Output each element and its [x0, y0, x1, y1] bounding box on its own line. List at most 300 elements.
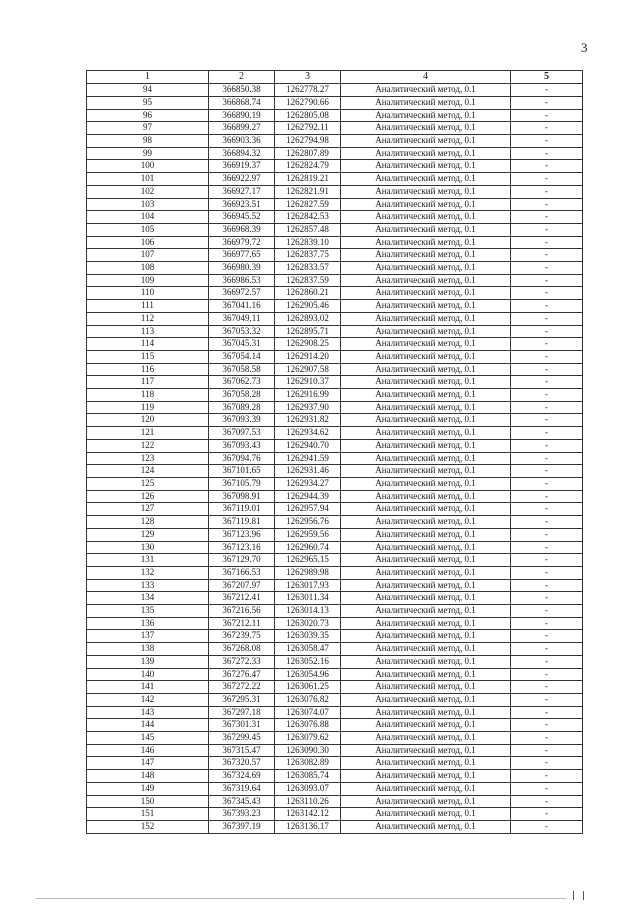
- table-row: [87, 478, 583, 491]
- cell-method: Аналитический метод, 0.1: [341, 427, 511, 440]
- table-row: [87, 732, 583, 745]
- table-row: [87, 516, 583, 529]
- cell-number: 104: [87, 211, 209, 224]
- cell-number: 126: [87, 490, 209, 503]
- cell-method: Аналитический метод, 0.1: [341, 808, 511, 821]
- cell-y: 1262940.70: [275, 439, 341, 452]
- cell-y: 1262907.58: [275, 363, 341, 376]
- cell-method: Аналитический метод, 0.1: [341, 643, 511, 656]
- cell-x: 367239.75: [209, 630, 275, 643]
- cell-method: Аналитический метод, 0.1: [341, 211, 511, 224]
- cell-number: 115: [87, 350, 209, 363]
- cell-description: -: [511, 681, 583, 694]
- cell-x: 366868.74: [209, 96, 275, 109]
- cell-y: 1262944.39: [275, 490, 341, 503]
- cell-method: Аналитический метод, 0.1: [341, 249, 511, 262]
- cell-method: Аналитический метод, 0.1: [341, 820, 511, 833]
- cell-method: Аналитический метод, 0.1: [341, 122, 511, 135]
- cell-number: 112: [87, 312, 209, 325]
- table-row: [87, 338, 583, 351]
- cell-y: 1262941.59: [275, 452, 341, 465]
- cell-y: 1262959.56: [275, 528, 341, 541]
- table-row: [87, 223, 583, 236]
- table-row: [87, 795, 583, 808]
- table-row: [87, 84, 583, 97]
- cell-x: 367094.76: [209, 452, 275, 465]
- cell-x: 367212.11: [209, 617, 275, 630]
- cell-number: 149: [87, 782, 209, 795]
- cell-number: 138: [87, 643, 209, 656]
- cell-description: -: [511, 427, 583, 440]
- table-row: [87, 96, 583, 109]
- cell-number: 103: [87, 198, 209, 211]
- cell-number: 98: [87, 135, 209, 148]
- cell-description: -: [511, 439, 583, 452]
- table-row: [87, 744, 583, 757]
- table-row: [87, 262, 583, 275]
- cell-x: 366977.65: [209, 249, 275, 262]
- table-row: [87, 706, 583, 719]
- table-row: [87, 579, 583, 592]
- cell-description: -: [511, 185, 583, 198]
- cell-method: Аналитический метод, 0.1: [341, 744, 511, 757]
- cell-number: 97: [87, 122, 209, 135]
- table-row: [87, 427, 583, 440]
- cell-description: -: [511, 363, 583, 376]
- cell-y: 1263074.07: [275, 706, 341, 719]
- cell-method: Аналитический метод, 0.1: [341, 84, 511, 97]
- cell-description: -: [511, 719, 583, 732]
- cell-method: Аналитический метод, 0.1: [341, 363, 511, 376]
- cell-method: Аналитический метод, 0.1: [341, 770, 511, 783]
- column-header-number: 1: [87, 71, 209, 84]
- cell-y: 1262860.21: [275, 287, 341, 300]
- cell-x: 367319.64: [209, 782, 275, 795]
- cell-method: Аналитический метод, 0.1: [341, 173, 511, 186]
- cell-number: 144: [87, 719, 209, 732]
- cell-x: 367299.45: [209, 732, 275, 745]
- cell-description: -: [511, 211, 583, 224]
- cell-method: Аналитический метод, 0.1: [341, 312, 511, 325]
- cell-number: 109: [87, 274, 209, 287]
- table-header-row: [87, 71, 583, 84]
- cell-x: 367207.97: [209, 579, 275, 592]
- footer-rule: [36, 898, 566, 899]
- cell-y: 1262819.21: [275, 173, 341, 186]
- cell-y: 1262824.79: [275, 160, 341, 173]
- cell-description: -: [511, 84, 583, 97]
- cell-y: 1263082.89: [275, 757, 341, 770]
- cell-description: -: [511, 312, 583, 325]
- cell-description: -: [511, 706, 583, 719]
- cell-y: 1262910.37: [275, 376, 341, 389]
- cell-number: 146: [87, 744, 209, 757]
- cell-y: 1262937.90: [275, 401, 341, 414]
- cell-y: 1262839.10: [275, 236, 341, 249]
- table-row: [87, 655, 583, 668]
- table-row: [87, 376, 583, 389]
- table-row: [87, 249, 583, 262]
- cell-y: 1262914.20: [275, 350, 341, 363]
- table-row: [87, 566, 583, 579]
- cell-x: 366945.52: [209, 211, 275, 224]
- cell-method: Аналитический метод, 0.1: [341, 274, 511, 287]
- cell-x: 367119.81: [209, 516, 275, 529]
- cell-number: 105: [87, 223, 209, 236]
- cell-y: 1263052.16: [275, 655, 341, 668]
- cell-method: Аналитический метод, 0.1: [341, 109, 511, 122]
- table-row: [87, 147, 583, 160]
- cell-y: 1262842.53: [275, 211, 341, 224]
- column-header-x: 2: [209, 71, 275, 84]
- cell-x: 367295.31: [209, 693, 275, 706]
- cell-method: Аналитический метод, 0.1: [341, 223, 511, 236]
- cell-number: 150: [87, 795, 209, 808]
- cell-y: 1263090.30: [275, 744, 341, 757]
- cell-x: 366968.39: [209, 223, 275, 236]
- cell-number: 139: [87, 655, 209, 668]
- cell-x: 366899.27: [209, 122, 275, 135]
- cell-number: 108: [87, 262, 209, 275]
- cell-y: 1263017.93: [275, 579, 341, 592]
- cell-description: -: [511, 414, 583, 427]
- cell-number: 116: [87, 363, 209, 376]
- cell-description: -: [511, 808, 583, 821]
- cell-number: 151: [87, 808, 209, 821]
- cell-x: 366922.97: [209, 173, 275, 186]
- cell-description: -: [511, 566, 583, 579]
- cell-description: -: [511, 287, 583, 300]
- cell-x: 367320.57: [209, 757, 275, 770]
- cell-x: 366890.19: [209, 109, 275, 122]
- cell-number: 113: [87, 325, 209, 338]
- cell-number: 119: [87, 401, 209, 414]
- footer-mark: [571, 891, 589, 901]
- table-row: [87, 236, 583, 249]
- cell-description: -: [511, 350, 583, 363]
- cell-number: 102: [87, 185, 209, 198]
- cell-method: Аналитический метод, 0.1: [341, 376, 511, 389]
- cell-number: 136: [87, 617, 209, 630]
- cell-x: 367345.43: [209, 795, 275, 808]
- cell-description: -: [511, 490, 583, 503]
- cell-description: -: [511, 592, 583, 605]
- table-row: [87, 452, 583, 465]
- cell-y: 1262908.25: [275, 338, 341, 351]
- cell-y: 1262821.91: [275, 185, 341, 198]
- cell-y: 1262833.57: [275, 262, 341, 275]
- cell-method: Аналитический метод, 0.1: [341, 236, 511, 249]
- cell-y: 1262827.59: [275, 198, 341, 211]
- cell-y: 1262805.08: [275, 109, 341, 122]
- cell-x: 366927.17: [209, 185, 275, 198]
- cell-y: 1263014.13: [275, 605, 341, 618]
- cell-number: 111: [87, 300, 209, 313]
- cell-y: 1263076.88: [275, 719, 341, 732]
- cell-description: -: [511, 465, 583, 478]
- cell-number: 117: [87, 376, 209, 389]
- cell-y: 1262895.71: [275, 325, 341, 338]
- cell-method: Аналитический метод, 0.1: [341, 579, 511, 592]
- cell-method: Аналитический метод, 0.1: [341, 732, 511, 745]
- cell-x: 366850.38: [209, 84, 275, 97]
- cell-x: 366894.32: [209, 147, 275, 160]
- cell-method: Аналитический метод, 0.1: [341, 693, 511, 706]
- table-row: [87, 414, 583, 427]
- table-row: [87, 274, 583, 287]
- cell-y: 1262794.98: [275, 135, 341, 148]
- cell-method: Аналитический метод, 0.1: [341, 516, 511, 529]
- cell-x: 367062.73: [209, 376, 275, 389]
- cell-description: -: [511, 135, 583, 148]
- cell-number: 118: [87, 389, 209, 402]
- cell-y: 1263061.25: [275, 681, 341, 694]
- cell-description: -: [511, 770, 583, 783]
- cell-x: 366923.51: [209, 198, 275, 211]
- cell-x: 367098.91: [209, 490, 275, 503]
- column-header-y: 3: [275, 71, 341, 84]
- cell-x: 367054.14: [209, 350, 275, 363]
- cell-y: 1262778.27: [275, 84, 341, 97]
- table-row: [87, 605, 583, 618]
- cell-number: 110: [87, 287, 209, 300]
- cell-y: 1263142.12: [275, 808, 341, 821]
- cell-method: Аналитический метод, 0.1: [341, 389, 511, 402]
- cell-x: 367089.28: [209, 401, 275, 414]
- cell-number: 135: [87, 605, 209, 618]
- cell-method: Аналитический метод, 0.1: [341, 630, 511, 643]
- cell-number: 106: [87, 236, 209, 249]
- cell-number: 123: [87, 452, 209, 465]
- cell-number: 121: [87, 427, 209, 440]
- cell-number: 137: [87, 630, 209, 643]
- cell-x: 366986.53: [209, 274, 275, 287]
- cell-x: 367049.11: [209, 312, 275, 325]
- cell-method: Аналитический метод, 0.1: [341, 668, 511, 681]
- cell-description: -: [511, 655, 583, 668]
- table-row: [87, 300, 583, 313]
- cell-x: 367053.32: [209, 325, 275, 338]
- cell-method: Аналитический метод, 0.1: [341, 757, 511, 770]
- cell-method: Аналитический метод, 0.1: [341, 300, 511, 313]
- cell-method: Аналитический метод, 0.1: [341, 528, 511, 541]
- cell-description: -: [511, 643, 583, 656]
- cell-x: 367097.53: [209, 427, 275, 440]
- cell-y: 1263020.73: [275, 617, 341, 630]
- table-row: [87, 350, 583, 363]
- cell-x: 367093.43: [209, 439, 275, 452]
- cell-y: 1262807.89: [275, 147, 341, 160]
- cell-y: 1262957.94: [275, 503, 341, 516]
- table-row: [87, 122, 583, 135]
- cell-y: 1262790.66: [275, 96, 341, 109]
- cell-number: 143: [87, 706, 209, 719]
- cell-description: -: [511, 757, 583, 770]
- cell-number: 132: [87, 566, 209, 579]
- cell-description: -: [511, 478, 583, 491]
- cell-method: Аналитический метод, 0.1: [341, 147, 511, 160]
- page-number: 3: [581, 40, 588, 55]
- cell-number: 125: [87, 478, 209, 491]
- cell-method: Аналитический метод, 0.1: [341, 617, 511, 630]
- table-row: [87, 312, 583, 325]
- table-row: [87, 757, 583, 770]
- table-row: [87, 668, 583, 681]
- cell-x: 367268.08: [209, 643, 275, 656]
- coordinates-table: [86, 70, 583, 834]
- cell-number: 134: [87, 592, 209, 605]
- table-row: [87, 490, 583, 503]
- cell-y: 1263039.35: [275, 630, 341, 643]
- cell-x: 367041.16: [209, 300, 275, 313]
- cell-method: Аналитический метод, 0.1: [341, 325, 511, 338]
- table-row: [87, 820, 583, 833]
- cell-number: 140: [87, 668, 209, 681]
- cell-x: 367166.53: [209, 566, 275, 579]
- cell-x: 367297.18: [209, 706, 275, 719]
- cell-description: -: [511, 605, 583, 618]
- cell-number: 114: [87, 338, 209, 351]
- cell-number: 129: [87, 528, 209, 541]
- cell-y: 1263093.07: [275, 782, 341, 795]
- cell-y: 1262916.99: [275, 389, 341, 402]
- table-row: [87, 325, 583, 338]
- table-row: [87, 211, 583, 224]
- cell-x: 366972.57: [209, 287, 275, 300]
- table-row: [87, 465, 583, 478]
- cell-method: Аналитический метод, 0.1: [341, 135, 511, 148]
- cell-number: 141: [87, 681, 209, 694]
- table-row: [87, 389, 583, 402]
- cell-method: Аналитический метод, 0.1: [341, 719, 511, 732]
- cell-number: 107: [87, 249, 209, 262]
- cell-method: Аналитический метод, 0.1: [341, 452, 511, 465]
- cell-x: 367272.33: [209, 655, 275, 668]
- cell-description: -: [511, 173, 583, 186]
- cell-description: -: [511, 744, 583, 757]
- cell-y: 1262934.62: [275, 427, 341, 440]
- cell-number: 127: [87, 503, 209, 516]
- table-row: [87, 109, 583, 122]
- cell-x: 367315.47: [209, 744, 275, 757]
- cell-number: 96: [87, 109, 209, 122]
- cell-y: 1262931.46: [275, 465, 341, 478]
- cell-x: 367324.69: [209, 770, 275, 783]
- cell-x: 367301.31: [209, 719, 275, 732]
- cell-y: 1262956.76: [275, 516, 341, 529]
- cell-y: 1263136.17: [275, 820, 341, 833]
- cell-description: -: [511, 693, 583, 706]
- cell-x: 367123.96: [209, 528, 275, 541]
- cell-y: 1262934.27: [275, 478, 341, 491]
- cell-x: 366979.72: [209, 236, 275, 249]
- cell-method: Аналитический метод, 0.1: [341, 96, 511, 109]
- cell-method: Аналитический метод, 0.1: [341, 605, 511, 618]
- cell-description: -: [511, 782, 583, 795]
- cell-method: Аналитический метод, 0.1: [341, 655, 511, 668]
- table-row: [87, 198, 583, 211]
- table-row: [87, 135, 583, 148]
- cell-method: Аналитический метод, 0.1: [341, 198, 511, 211]
- cell-description: -: [511, 554, 583, 567]
- cell-x: 367119.01: [209, 503, 275, 516]
- cell-method: Аналитический метод, 0.1: [341, 503, 511, 516]
- cell-x: 367101.65: [209, 465, 275, 478]
- cell-description: -: [511, 401, 583, 414]
- cell-x: 366919.37: [209, 160, 275, 173]
- cell-method: Аналитический метод, 0.1: [341, 592, 511, 605]
- cell-description: -: [511, 223, 583, 236]
- table-row: [87, 681, 583, 694]
- cell-y: 1262931.82: [275, 414, 341, 427]
- cell-description: -: [511, 503, 583, 516]
- table-row: [87, 287, 583, 300]
- cell-number: 130: [87, 541, 209, 554]
- cell-x: 367272.22: [209, 681, 275, 694]
- cell-x: 367393.23: [209, 808, 275, 821]
- cell-method: Аналитический метод, 0.1: [341, 401, 511, 414]
- cell-description: -: [511, 617, 583, 630]
- cell-description: -: [511, 300, 583, 313]
- cell-method: Аналитический метод, 0.1: [341, 478, 511, 491]
- cell-description: -: [511, 579, 583, 592]
- cell-method: Аналитический метод, 0.1: [341, 782, 511, 795]
- cell-x: 367216.56: [209, 605, 275, 618]
- cell-description: -: [511, 249, 583, 262]
- cell-method: Аналитический метод, 0.1: [341, 287, 511, 300]
- cell-number: 100: [87, 160, 209, 173]
- cell-description: -: [511, 516, 583, 529]
- cell-method: Аналитический метод, 0.1: [341, 414, 511, 427]
- cell-y: 1262792.11: [275, 122, 341, 135]
- cell-number: 152: [87, 820, 209, 833]
- cell-x: 367212.41: [209, 592, 275, 605]
- table-row: [87, 554, 583, 567]
- cell-description: -: [511, 732, 583, 745]
- cell-method: Аналитический метод, 0.1: [341, 465, 511, 478]
- cell-number: 120: [87, 414, 209, 427]
- cell-x: 366980.39: [209, 262, 275, 275]
- cell-number: 99: [87, 147, 209, 160]
- cell-method: Аналитический метод, 0.1: [341, 185, 511, 198]
- cell-method: Аналитический метод, 0.1: [341, 681, 511, 694]
- cell-description: -: [511, 325, 583, 338]
- cell-number: 147: [87, 757, 209, 770]
- cell-description: -: [511, 96, 583, 109]
- cell-y: 1263076.82: [275, 693, 341, 706]
- cell-description: -: [511, 338, 583, 351]
- cell-description: -: [511, 668, 583, 681]
- table-row: [87, 503, 583, 516]
- cell-x: 367045.31: [209, 338, 275, 351]
- table-row: [87, 782, 583, 795]
- cell-y: 1263058.47: [275, 643, 341, 656]
- cell-description: -: [511, 541, 583, 554]
- cell-description: -: [511, 122, 583, 135]
- table-row: [87, 185, 583, 198]
- cell-number: 124: [87, 465, 209, 478]
- cell-description: -: [511, 389, 583, 402]
- cell-y: 1263085.74: [275, 770, 341, 783]
- cell-x: 367058.58: [209, 363, 275, 376]
- cell-number: 145: [87, 732, 209, 745]
- cell-y: 1262893.02: [275, 312, 341, 325]
- table-row: [87, 643, 583, 656]
- cell-y: 1262965.15: [275, 554, 341, 567]
- cell-method: Аналитический метод, 0.1: [341, 439, 511, 452]
- cell-y: 1262960.74: [275, 541, 341, 554]
- table-row: [87, 541, 583, 554]
